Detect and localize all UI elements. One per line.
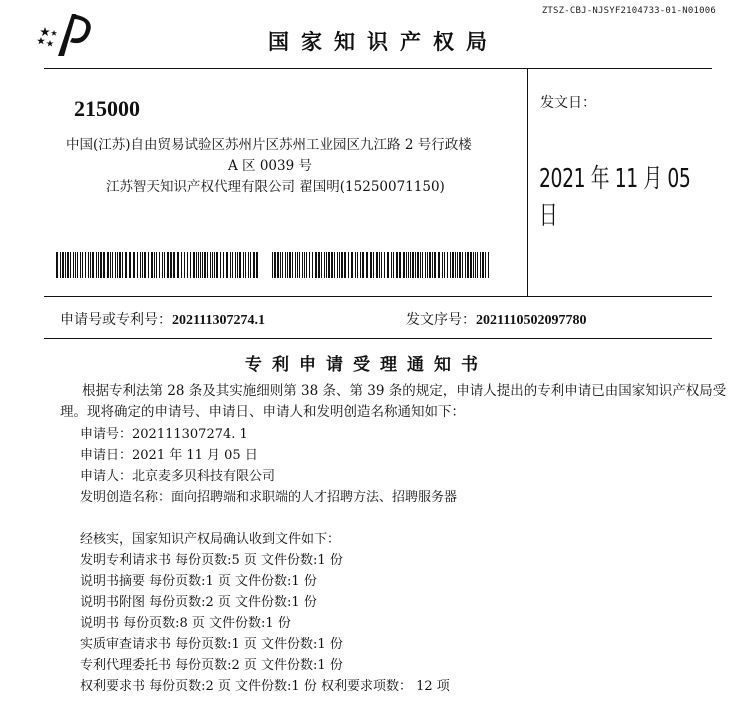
document-list-item: 说明书附图 每份页数:2 页 文件份数:1 份: [80, 595, 317, 610]
header-divider: [44, 68, 712, 69]
document-reference-code: ZTSZ-CBJ-NJSYF2104733-01-N01006: [541, 6, 716, 16]
notice-paragraph: 根据专利法第 28 条及其实施细则第 38 条、第 39 条的规定，申请人提出的专利申请已由国家知识产权局受理。现将确定的申请号、申请日、申请人和发明创造名称通知如下：: [60, 383, 727, 420]
address-line: 中国(江苏)自由贸易试验区苏州片区苏州工业园区九江路 2 号行政楼: [66, 137, 472, 153]
application-number-value: 202111307274.1: [172, 313, 265, 328]
agency-contact: 江苏智天知识产权代理有限公司 翟国明(15250071150): [106, 179, 445, 195]
application-number-label: 申请号或专利号：: [60, 312, 172, 328]
application-number: [60, 309, 265, 329]
document-list-item: 专利代理委托书 每份页数:2 页 文件份数:1 份: [80, 658, 343, 673]
dispatch-date: 2021 年 11 月 05 日: [539, 164, 691, 231]
serial-number-value: 2021110502097780: [476, 313, 587, 328]
document-list-item: 说明书 每份页数:8 页 文件份数:1 份: [80, 616, 291, 631]
application-field: 申请号：202111307274. 1: [80, 427, 248, 442]
serial-number-label: 发文序号：: [406, 312, 476, 328]
address-line: A 区 0039 号: [228, 158, 312, 174]
address-block-divider: [44, 296, 712, 297]
office-name: 国家知识产权局: [268, 30, 499, 54]
numbers-divider: [44, 338, 712, 339]
document-list-item: 权利要求书 每份页数:2 页 文件份数:1 份 权利要求项数： 12 项: [80, 679, 450, 694]
serial-number: [406, 309, 586, 329]
document-list-item: 发明专利请求书 每份页数:5 页 文件份数:1 份: [80, 553, 343, 568]
dispatch-date-label: 发文日：: [540, 95, 596, 111]
address-date-divider: [527, 68, 528, 296]
notice-title: 专利申请受理通知书: [245, 355, 488, 375]
cnipa-emblem-icon: [36, 10, 100, 58]
barcode-image: [272, 252, 490, 278]
application-field: 申请日：2021 年 11 月 05 日: [80, 448, 258, 463]
application-field: 发明创造名称：面向招聘端和求职端的人才招聘方法、招聘服务器: [80, 490, 458, 505]
document-list-item: 说明书摘要 每份页数:1 页 文件份数:1 份: [80, 574, 317, 589]
postcode: 215000: [74, 96, 140, 121]
confirmation-line: 经核实，国家知识产权局确认收到文件如下：: [80, 532, 341, 547]
application-field: 申请人：北京麦多贝科技有限公司: [80, 469, 276, 484]
barcode-image: [56, 252, 259, 278]
document-list-item: 实质审查请求书 每份页数:1 页 文件份数:1 份: [80, 637, 343, 652]
